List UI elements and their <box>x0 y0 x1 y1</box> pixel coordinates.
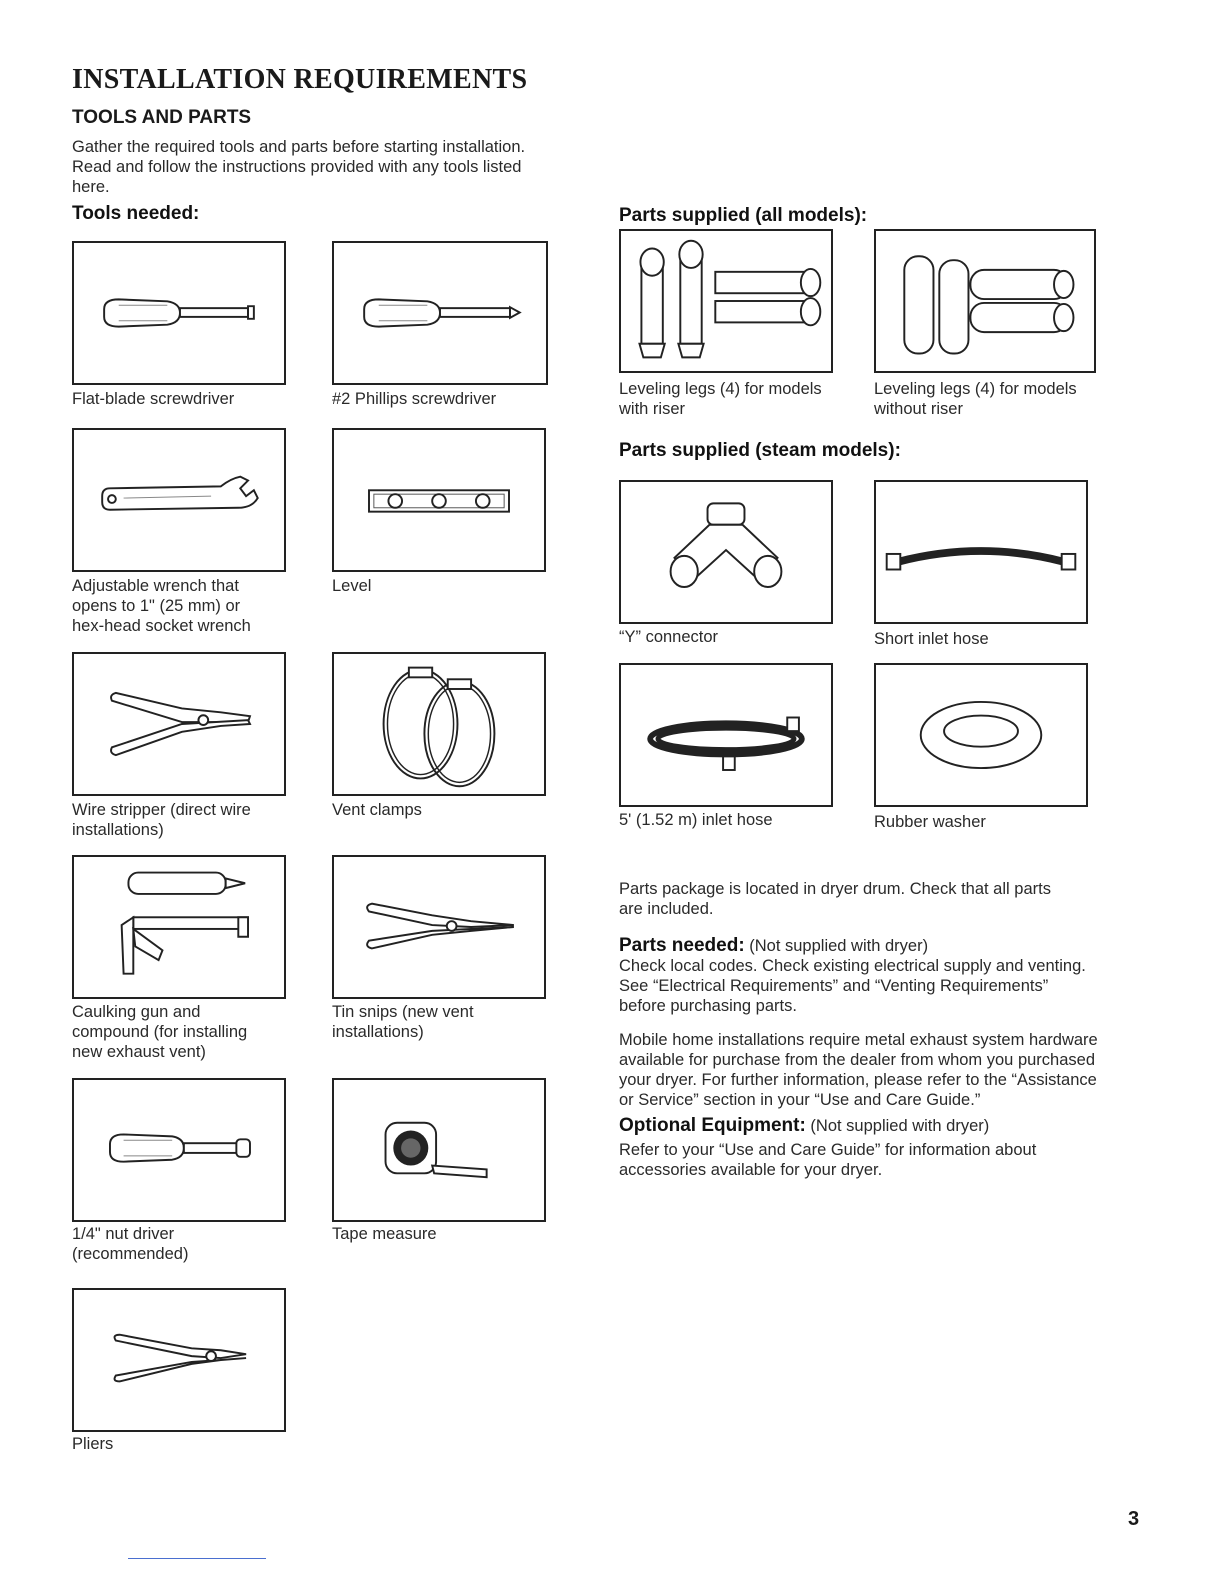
long-inlet-hose-icon <box>621 665 831 805</box>
tool-box-wrench <box>72 428 286 572</box>
part-box-y-connector <box>619 480 833 624</box>
y-connector-icon <box>621 482 831 622</box>
tool-box-vent-clamps <box>332 652 546 796</box>
tool-box-flat-screwdriver <box>72 241 286 385</box>
parts-steam-heading: Parts supplied (steam models): <box>619 440 901 461</box>
tool-box-tin-snips <box>332 855 546 999</box>
package-note: Parts package is located in dryer drum. Check that all parts are included. <box>619 880 1051 918</box>
page-title: INSTALLATION REQUIREMENTS <box>72 64 528 95</box>
level-icon <box>334 430 544 570</box>
parts-needed-note: (Not supplied with dryer) <box>749 937 929 955</box>
tool-box-phillips-screwdriver <box>332 241 548 385</box>
part-box-legs-riser <box>619 229 833 373</box>
parts-needed-heading: Parts needed: <box>619 935 745 956</box>
part-box-long-hose <box>619 663 833 807</box>
tool-box-nut-driver <box>72 1078 286 1222</box>
part-caption: Leveling legs (4) for models with riser <box>619 380 822 418</box>
leveling-legs-riser-icon <box>621 231 831 371</box>
part-caption: Short inlet hose <box>874 630 989 648</box>
wire-stripper-icon <box>74 654 284 794</box>
parts-all-heading: Parts supplied (all models): <box>619 205 868 226</box>
tool-caption: #2 Phillips screwdriver <box>332 390 497 408</box>
vent-clamps-icon <box>334 654 544 794</box>
part-box-short-hose <box>874 480 1088 624</box>
leveling-legs-icon <box>876 231 1094 371</box>
part-caption: 5' (1.52 m) inlet hose <box>619 811 773 829</box>
tools-needed-heading: Tools needed: <box>72 203 200 224</box>
part-caption: Rubber washer <box>874 813 986 831</box>
optional-equipment-text: Refer to your “Use and Care Guide” for information about accessories available for your dryer. <box>619 1141 1037 1179</box>
parts-needed-text: Check local codes. Check existing electrical supply and venting. See “Electrical Requirements” and “Venting Requirements” before purchasing parts. <box>619 957 1086 1015</box>
phillips-screwdriver-icon <box>334 243 546 383</box>
part-box-legs <box>874 229 1096 373</box>
tool-caption: Tape measure <box>332 1225 437 1243</box>
rubber-washer-icon <box>876 665 1086 805</box>
intro-text: Gather the required tools and parts before starting installation. Read and follow the instructions provided with any tools listed here. <box>72 138 526 196</box>
tin-snips-icon <box>334 857 544 997</box>
part-box-rubber-washer <box>874 663 1088 807</box>
tool-caption: Flat-blade screwdriver <box>72 390 235 408</box>
footer-rule <box>128 1558 266 1559</box>
tool-box-level <box>332 428 546 572</box>
part-caption: “Y” connector <box>619 628 719 646</box>
optional-equipment-note: (Not supplied with dryer) <box>810 1117 990 1135</box>
nut-driver-icon <box>74 1080 284 1220</box>
mobile-home-note: Mobile home installations require metal exhaust system hardware available for purchase from the dealer from whom you purchased your dryer. For further information, please refer to the “Assistance or Service” section in your “Use and Care Guide.” <box>619 1031 1098 1109</box>
section-heading: TOOLS AND PARTS <box>72 107 252 128</box>
pliers-icon <box>74 1290 284 1430</box>
tool-caption: Tin snips (new vent installations) <box>332 1003 474 1041</box>
tool-caption: Pliers <box>72 1435 114 1453</box>
tool-box-tape-measure <box>332 1078 546 1222</box>
tool-caption: Adjustable wrench that opens to 1" (25 mm) or hex-head socket wrench <box>72 577 251 635</box>
optional-equipment-block <box>619 1116 1159 1180</box>
part-caption: Leveling legs (4) for models without riser <box>874 380 1077 418</box>
tool-caption: Wire stripper (direct wire installations) <box>72 801 251 839</box>
page-number: 3 <box>1128 1508 1140 1530</box>
optional-equipment-heading: Optional Equipment: <box>619 1115 806 1136</box>
flat-blade-screwdriver-icon <box>74 243 284 383</box>
parts-needed-block <box>619 936 1159 1016</box>
tool-box-caulking-gun <box>72 855 286 999</box>
tool-caption: Caulking gun and compound (for installing new exhaust vent) <box>72 1003 248 1061</box>
tool-caption: Vent clamps <box>332 801 422 819</box>
tool-caption: 1/4" nut driver (recommended) <box>72 1225 189 1263</box>
caulking-gun-icon <box>74 857 284 997</box>
tool-caption: Level <box>332 577 372 595</box>
tool-box-pliers <box>72 1288 286 1432</box>
tool-box-wire-stripper <box>72 652 286 796</box>
adjustable-wrench-icon <box>74 430 284 570</box>
tape-measure-icon <box>334 1080 544 1220</box>
short-inlet-hose-icon <box>876 482 1086 622</box>
